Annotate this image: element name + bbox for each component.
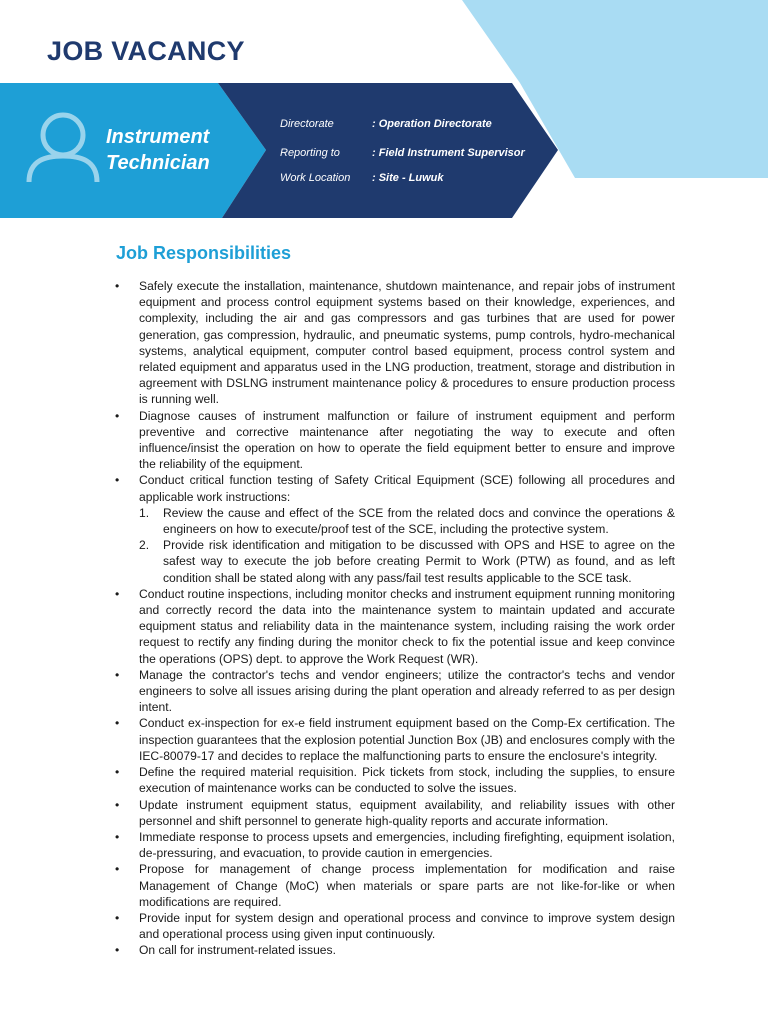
list-item bbox=[112, 715, 675, 764]
list-item bbox=[112, 586, 675, 667]
bullet: • bbox=[115, 279, 120, 293]
info-value: : Site - Luwuk bbox=[372, 172, 444, 184]
bullet: • bbox=[115, 910, 120, 925]
item-text: Manage the contractor's techs and vendor engineers; utilize the contractor's techs and vendor engineers to solve all issues arising during the plant operation and already referred to as per design intent. bbox=[139, 667, 675, 715]
bullet: • bbox=[115, 586, 120, 601]
list-item bbox=[112, 667, 675, 716]
item-text: Diagnose causes of instrument malfunction or failure of instrument equipment and perform preventive and corrective maintenance after negotiating the way to execute and often influence/insist the operation on how to operate the field equipment better to ensure and improve the reliability of the equipment. bbox=[139, 408, 675, 472]
bullet: • bbox=[115, 716, 120, 731]
list-item bbox=[112, 472, 675, 585]
sub-list-item bbox=[139, 505, 675, 537]
item-text: Provide risk identification and mitigation to be discussed with OPS and HSE to agree on the safest way to execute the job before creating Permit to Work (PTW) as found, and as left condition shall be stated along with any pass/fail test results applicable to the SCE task. bbox=[163, 538, 675, 585]
info-label: Directorate bbox=[280, 118, 334, 130]
sub-list bbox=[139, 505, 675, 586]
item-text: Conduct routine inspections, including monitor checks and instrument equipment running monitoring and correctly record the data into the maintenance system to maintain updated and accurate equipment status and reliability data in the maintenance system, including raising the work order request to rectify any finding during the monitor check to fix the potential issue and keep convince the operations (OPS) dept. to approve the Work Request (WR). bbox=[139, 586, 675, 666]
sub-list-item bbox=[139, 537, 675, 586]
item-text: On call for instrument-related issues. bbox=[139, 943, 336, 958]
list-item bbox=[112, 942, 675, 958]
bullet: • bbox=[115, 408, 120, 423]
list-item bbox=[112, 910, 675, 942]
list-item bbox=[112, 764, 675, 796]
item-text: Provide input for system design and operational process and convince to improve system design and operational process using given input continuously. bbox=[139, 910, 675, 942]
item-text: Propose for management of change process implementation for modification and raise Management of Change (MoC) when materials or spare parts are not like-for-like or when modifications are required. bbox=[139, 862, 675, 909]
list-item bbox=[112, 829, 675, 861]
bullet: • bbox=[115, 862, 120, 877]
bullet: • bbox=[115, 473, 120, 488]
header-graphic bbox=[0, 0, 768, 230]
item-text: Conduct critical function testing of Safety Critical Equipment (SCE) following all procedures and applicable work instructions: bbox=[139, 473, 675, 504]
list-item bbox=[112, 861, 675, 910]
bullet: • bbox=[115, 667, 120, 682]
bullet: • bbox=[115, 829, 120, 844]
responsibilities-list bbox=[112, 278, 675, 959]
item-text: Safely execute the installation, maintenance, shutdown maintenance, and repair jobs of instrument equipment and process control equipment systems based on their knowledge, experiences, and complexity, including the air and gas compressors and gas turbines that are used for power generation, gas compression, hydraulic, and pneumatic systems, pump controls, hydro-mechanical systems, analytical equipment, computer control based equipment, process control system and related equipment and apparatus used in the LNG production, treatment, storage and distribution in agreement with DSLNG instrument maintenance policy & procedures to ensure production process is running well. bbox=[139, 279, 675, 407]
page-title: JOB VACANCY bbox=[47, 36, 245, 66]
item-text: Update instrument equipment status, equipment availability, and reliability issues with other personnel and shift personnel to generate high-quality reports and accurate information. bbox=[139, 797, 675, 828]
list-item bbox=[112, 408, 675, 473]
bullet: • bbox=[115, 943, 120, 958]
role-title bbox=[106, 124, 236, 176]
bullet: • bbox=[115, 797, 120, 812]
item-text: Review the cause and effect of the SCE from the related docs and convince the operations & engineers on how to execute/proof test of the SCE, including the protective system. bbox=[163, 505, 675, 537]
item-text: Immediate response to process upsets and emergencies, including firefighting, equipment isolation, de-pressuring, and evacuation, to provide caution in emergencies. bbox=[139, 829, 675, 861]
list-item bbox=[112, 278, 675, 408]
bullet: • bbox=[115, 765, 120, 780]
section-title-job-responsibilities: Job Responsibilities bbox=[116, 243, 292, 263]
item-text: Define the required material requisition. Pick tickets from stock, including the supplies, to ensure execution of maintenance works can be conducted to solve the issues. bbox=[139, 765, 675, 796]
info-label: Work Location bbox=[280, 172, 351, 184]
info-label: Reporting to bbox=[280, 147, 340, 159]
item-number: 1. bbox=[139, 505, 150, 520]
item-text: Conduct ex-inspection for ex-e field instrument equipment based on the Comp-Ex certification. The inspection guarantees that the explosion potential Junction Box (JB) and enclosures comply with the IEC-80079-17 and decides to replace the malfunctioning parts to ensure the enclosure's integrity. bbox=[139, 716, 675, 763]
list-item bbox=[112, 797, 675, 829]
role-title-line-2: Technician bbox=[106, 152, 210, 174]
info-value: : Operation Directorate bbox=[372, 118, 492, 130]
info-value: : Field Instrument Supervisor bbox=[372, 147, 525, 159]
role-title-line-1: Instrument bbox=[106, 126, 210, 148]
item-number: 2. bbox=[139, 538, 150, 553]
